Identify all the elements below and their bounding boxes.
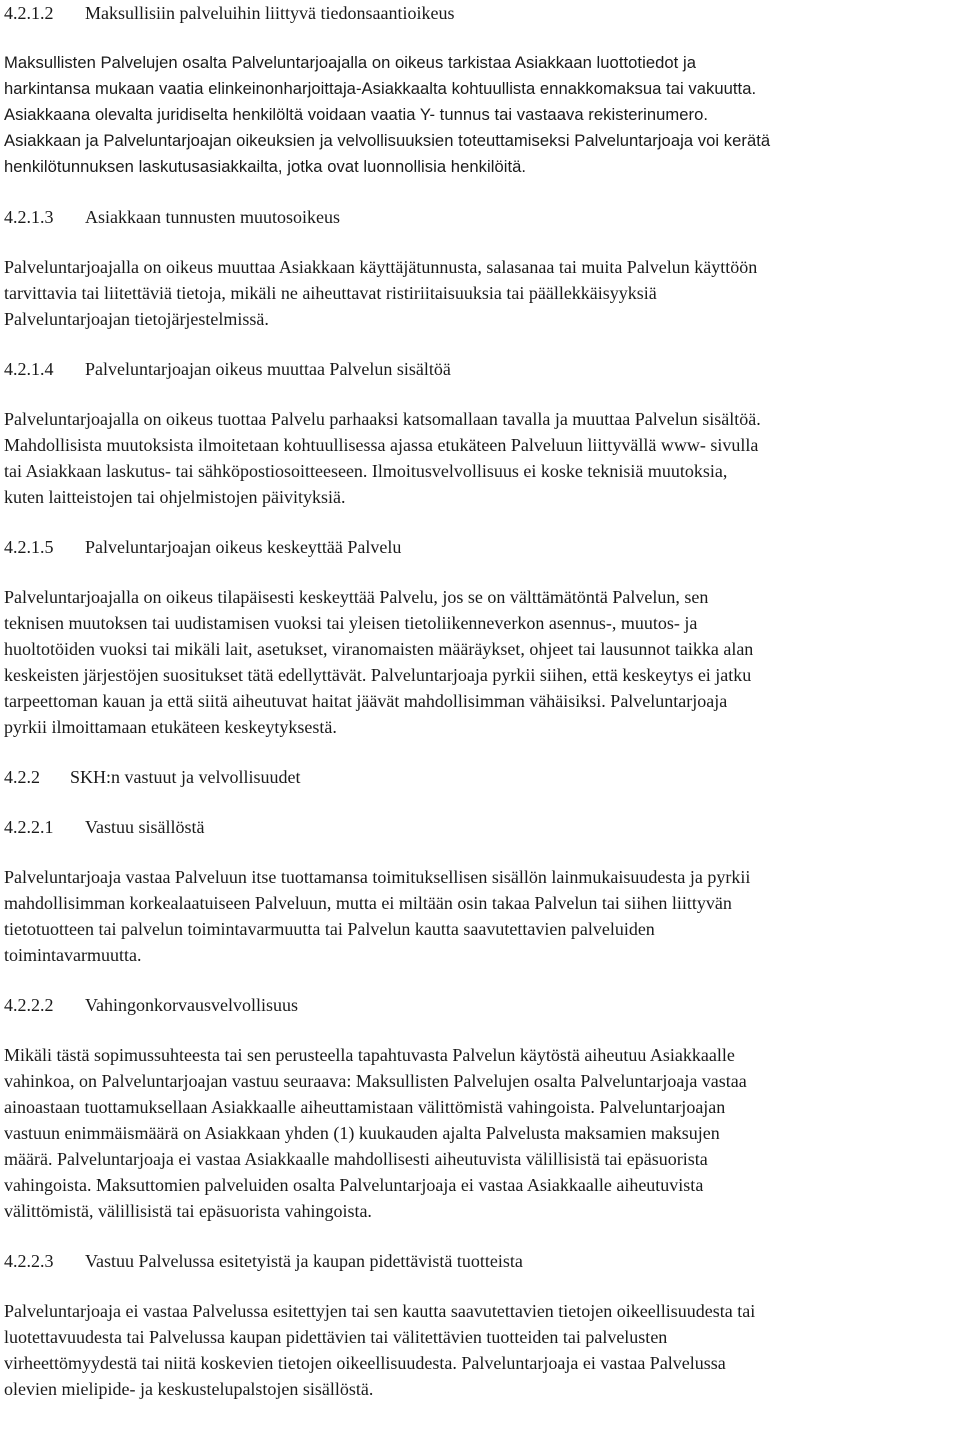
spacer	[4, 560, 956, 584]
paragraph-line: harkintansa mukaan vaatia elinkeinonharjoittaja-Asiakkaalta kohtuullista ennakkomaksua tai vakuutta.	[4, 79, 757, 98]
section-title: SKH:n vastuut ja velvollisuudet	[70, 767, 301, 787]
spacer	[4, 26, 956, 50]
paragraph-line: pyrkii ilmoittamaan etukäteen keskeytyksestä.	[4, 717, 337, 737]
paragraph-line: henkilötunnuksen laskutusasiakkailta, jotka ovat luonnollisia henkilöitä.	[4, 157, 527, 176]
section-paragraph	[4, 254, 956, 332]
section	[4, 1248, 956, 1402]
section-paragraph	[4, 1042, 956, 1224]
section-heading	[4, 814, 956, 840]
section-paragraph	[4, 406, 956, 510]
section	[4, 814, 956, 992]
paragraph-line: tarpeettoman kauan ja että siitä aiheutuvat haitat jäävät mahdollisimman vähäisiksi. Palveluntarjoaja	[4, 691, 728, 711]
paragraph-line: Asiakkaan ja Palveluntarjoajan oikeuksien ja velvollisuuksien toteuttamiseksi Palveluntarjoaja voi kerätä	[4, 131, 771, 150]
section-paragraph	[4, 864, 956, 968]
section-heading	[4, 1248, 956, 1274]
paragraph-line: mahdollisimman korkealaatuiseen Palveluun, mutta ei miltään osin takaa Palvelun tai siihen liittyvän	[4, 893, 732, 913]
section-heading	[4, 204, 956, 230]
paragraph-line: Palveluntarjoaja ei vastaa Palvelussa esitettyjen tai sen kautta saavutettavien tietojen oikeellisuudesta tai	[4, 1301, 756, 1321]
section-paragraph	[4, 1298, 956, 1402]
spacer	[4, 230, 956, 254]
section-number: 4.2.1.3	[4, 207, 54, 227]
spacer	[4, 790, 956, 814]
spacer	[4, 740, 956, 764]
paragraph-line: Palveluntarjoajalla on oikeus muuttaa Asiakkaan käyttäjätunnusta, salasanaa tai muita Palvelun käyttöön	[4, 257, 758, 277]
section-number: 4.2.1.4	[4, 359, 54, 379]
spacer	[4, 840, 956, 864]
section-heading	[4, 0, 956, 26]
paragraph-line: vastuun enimmäismäärä on Asiakkaan yhden (1) kuukauden ajalta Palvelusta maksamien maksujen	[4, 1123, 720, 1143]
section-number: 4.2.2.1	[4, 817, 54, 837]
section-number: 4.2.1.2	[4, 3, 54, 23]
spacer	[4, 1274, 956, 1298]
paragraph-line: luotettavuudesta tai Palvelussa kaupan pidettävien tai välitettävien tuotteiden tai palvelusten	[4, 1327, 668, 1347]
paragraph-line: vahinkoa, on Palveluntarjoajan vastuu seuraava: Maksullisten Palvelujen osalta Palveluntarjoaja vastaa	[4, 1071, 747, 1091]
paragraph-line: teknisen muutoksen tai uudistamisen vuoksi tai yleisen tietoliikenneverkon asennus-, muutos- ja	[4, 613, 698, 633]
paragraph-line: Palveluntarjoaja vastaa Palveluun itse tuottamansa toimituksellisen sisällön lainmukaisuudesta ja pyrkii	[4, 867, 751, 887]
section	[4, 534, 956, 764]
paragraph-line: tietotuotteen tai palvelun toimintavarmuutta tai Palvelun kautta saavutettavien palveluiden	[4, 919, 655, 939]
section-number: 4.2.2.2	[4, 995, 54, 1015]
section-heading	[4, 534, 956, 560]
section-number: 4.2.2	[4, 767, 40, 787]
section	[4, 0, 956, 204]
section-title: Asiakkaan tunnusten muutosoikeus	[85, 207, 340, 227]
section-heading	[4, 764, 956, 790]
section-number: 4.2.2.3	[4, 1251, 54, 1271]
spacer	[4, 1224, 956, 1248]
spacer	[4, 180, 956, 204]
paragraph-line: ainoastaan tuottamuksellaan Asiakkaalle aiheuttamistaan välittömistä vahingoista. Palveluntarjoajan	[4, 1097, 726, 1117]
paragraph-line: keskeisten järjestöjen suositukset tätä edellyttävät. Palveluntarjoaja pyrkii siihen, että keskeytys ei jatku	[4, 665, 752, 685]
paragraph-line: Palveluntarjoajalla on oikeus tilapäisesti keskeyttää Palvelu, jos se on välttämätöntä Palvelun, sen	[4, 587, 709, 607]
section-paragraph	[4, 584, 956, 740]
paragraph-line: määrä. Palveluntarjoaja ei vastaa Asiakkaalle mahdollisesti aiheutuvista välillisistä tai epäsuorista	[4, 1149, 708, 1169]
spacer	[4, 968, 956, 992]
section-title: Vastuu Palvelussa esitetyistä ja kaupan pidettävistä tuotteista	[85, 1251, 523, 1271]
paragraph-line: vahingoista. Maksuttomien palveluiden osalta Palveluntarjoaja ei vastaa Asiakkaalle aiheutuvista	[4, 1175, 704, 1195]
paragraph-line: Palveluntarjoajan tietojärjestelmissä.	[4, 309, 269, 329]
section-title: Palveluntarjoajan oikeus keskeyttää Palvelu	[85, 537, 402, 557]
paragraph-line: tarvittavia tai liitettäviä tietoja, mikäli ne aiheuttavat ristiriitaisuuksia tai päällekkäisyyksiä	[4, 283, 657, 303]
paragraph-line: virheettömyydestä tai niitä koskevien tietojen oikeellisuudesta. Palveluntarjoaja ei vastaa Palvelussa	[4, 1353, 726, 1373]
section-number: 4.2.1.5	[4, 537, 54, 557]
spacer	[4, 332, 956, 356]
section-heading	[4, 356, 956, 382]
section-title: Palveluntarjoajan oikeus muuttaa Palvelun sisältöä	[85, 359, 451, 379]
section-heading	[4, 992, 956, 1018]
section-title: Vastuu sisällöstä	[85, 817, 205, 837]
spacer	[4, 1018, 956, 1042]
paragraph-line: Mikäli tästä sopimussuhteesta tai sen perusteella tapahtuvasta Palvelun käytöstä aiheutuu Asiakkaalle	[4, 1045, 735, 1065]
section-paragraph	[4, 50, 956, 180]
paragraph-line: huoltotöiden vuoksi tai mikäli lait, asetukset, viranomaisten määräykset, ohjeet tai lausunnot taikka alan	[4, 639, 754, 659]
spacer	[4, 510, 956, 534]
paragraph-line: Maksullisten Palvelujen osalta Palveluntarjoajalla on oikeus tarkistaa Asiakkaan luottotiedot ja	[4, 53, 696, 72]
paragraph-line: kuten laitteistojen tai ohjelmistojen päivityksiä.	[4, 487, 346, 507]
paragraph-line: Mahdollisista muutoksista ilmoitetaan kohtuullisessa ajassa etukäteen Palveluun liittyvällä www- sivulla	[4, 435, 759, 455]
paragraph-line: toimintavarmuutta.	[4, 945, 142, 965]
section	[4, 764, 956, 814]
paragraph-line: tai Asiakkaan laskutus- tai sähköpostiosoitteeseen. Ilmoitusvelvollisuus ei koske teknisiä muutoksia,	[4, 461, 728, 481]
paragraph-line: Palveluntarjoajalla on oikeus tuottaa Palvelu parhaaksi katsomallaan tavalla ja muuttaa Palvelun sisältöä.	[4, 409, 761, 429]
paragraph-line: olevien mielipide- ja keskustelupalstojen sisällöstä.	[4, 1379, 374, 1399]
paragraph-line: välittömistä, välillisistä tai epäsuorista vahingoista.	[4, 1201, 372, 1221]
section-title: Vahingonkorvausvelvollisuus	[85, 995, 298, 1015]
section-title: Maksullisiin palveluihin liittyvä tiedonsaantioikeus	[85, 3, 455, 23]
section	[4, 356, 956, 534]
section	[4, 992, 956, 1248]
spacer	[4, 382, 956, 406]
paragraph-line: Asiakkaana olevalta juridiselta henkilöltä voidaan vaatia Y- tunnus tai vastaava rekisterinumero.	[4, 105, 709, 124]
section	[4, 204, 956, 356]
